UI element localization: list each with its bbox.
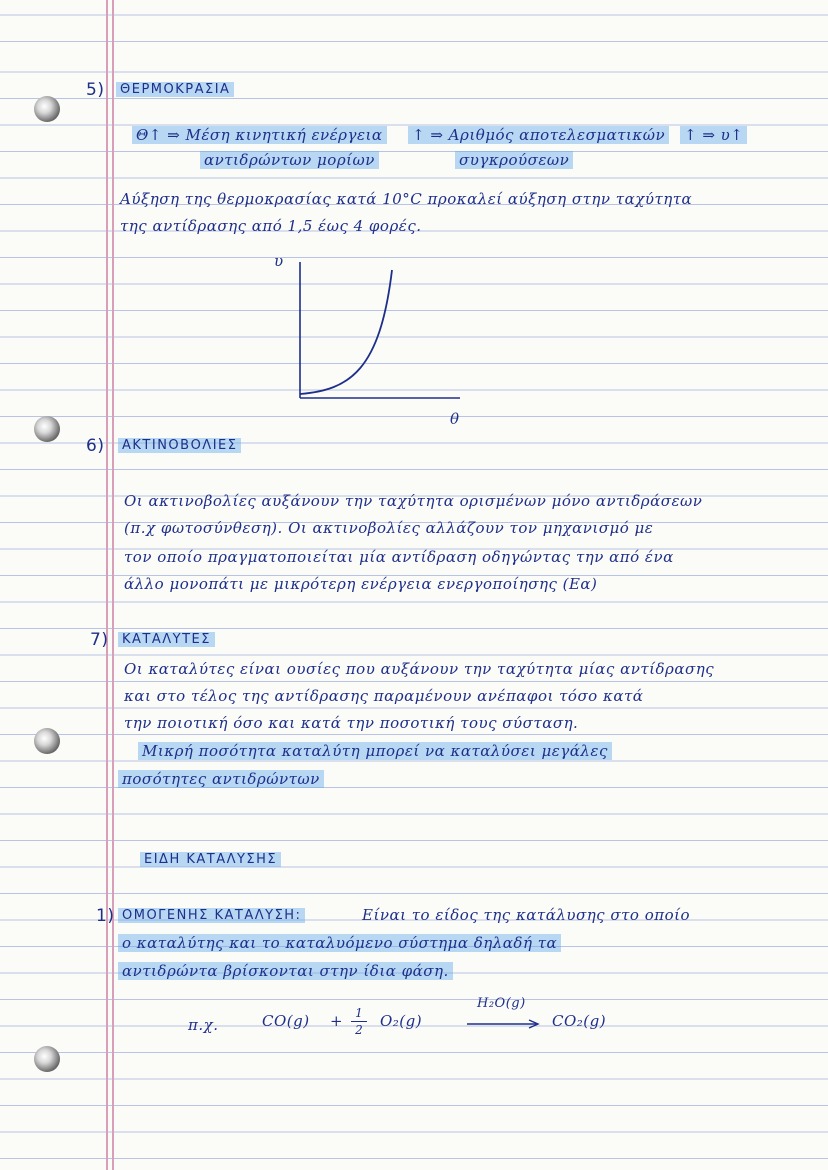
- margin-line-second: [112, 0, 114, 1170]
- temperature-effect-3: ↑ ⇒ Αριθμός αποτελεσματικών: [408, 126, 669, 144]
- catalysts-line-1: Οι καταλύτες είναι ουσίες που αυξάνουν την ταχύτητα μίας αντίδρασης: [124, 660, 715, 678]
- section-6-title: ΑΚΤΙΝΟΒΟΛΙΕΣ: [118, 438, 241, 453]
- temperature-effect-5: ↑ ⇒ υ↑: [680, 126, 747, 144]
- radiation-line-4: άλλο μονοπάτι με μικρότερη ενέργεια ενεργοποίησης (Εα): [124, 575, 598, 593]
- section-7-title: ΚΑΤΑΛΥΤΕΣ: [118, 632, 215, 647]
- punch-hole: [34, 728, 60, 754]
- fraction-denominator: 2: [355, 1023, 363, 1037]
- section-7-number: 7): [90, 630, 109, 650]
- reaction-arrow: [465, 1018, 545, 1030]
- homogeneous-line-2: ο καταλύτης και το καταλυόμενο σύστημα δηλαδή τα: [118, 934, 561, 952]
- graph-x-label: θ: [450, 410, 460, 428]
- catalyst-label: H₂O(g): [477, 996, 526, 1011]
- temperature-line-2: της αντίδρασης από 1,5 έως 4 φορές.: [120, 217, 422, 235]
- punch-hole: [34, 1046, 60, 1072]
- reactant-co: CO(g): [262, 1012, 310, 1030]
- radiation-line-2: (π.χ φωτοσύνθεση). Οι ακτινοβολίες αλλάζουν τον μηχανισμό με: [124, 519, 654, 537]
- radiation-line-1: Οι ακτινοβολίες αυξάνουν την ταχύτητα ορισμένων μόνο αντιδράσεων: [124, 492, 703, 510]
- homogeneous-line-1: Είναι το είδος της κατάλυσης στο οποίο: [362, 906, 691, 924]
- catalysts-line-4: Μικρή ποσότητα καταλύτη μπορεί να καταλύσει μεγάλες: [138, 742, 612, 760]
- radiation-line-3: τον οποίο πραγματοποιείται μία αντίδραση οδηγώντας την από ένα: [124, 548, 674, 566]
- catalysts-line-2: και στο τέλος της αντίδρασης παραμένουν ανέπαφοι τόσο κατά: [124, 687, 644, 705]
- graph-curve: [300, 270, 392, 394]
- temperature-effect-2: αντιδρώντων μορίων: [200, 151, 379, 169]
- catalysts-line-3: την ποιοτική όσο και κατά την ποσοτική τους σύσταση.: [124, 714, 579, 732]
- homogeneous-catalysis-title: ΟΜΟΓΕΝΗΣ ΚΑΤΑΛΥΣΗ:: [118, 908, 305, 923]
- punch-hole: [34, 96, 60, 122]
- homogeneous-line-3: αντιδρώντα βρίσκονται στην ίδια φάση.: [118, 962, 453, 980]
- example-label: π.χ.: [188, 1016, 219, 1034]
- fraction-numerator: 1: [355, 1006, 363, 1020]
- temperature-effect-1: Θ↑ ⇒ Μέση κινητική ενέργεια: [132, 126, 387, 144]
- reactant-o2: O₂(g): [380, 1012, 423, 1030]
- section-6-number: 6): [86, 436, 105, 456]
- section-5-title: ΘΕΡΜΟΚΡΑΣΙΑ: [116, 82, 234, 97]
- fraction-bar: [351, 1021, 367, 1022]
- types-of-catalysis-title: ΕΙΔΗ ΚΑΤΑΛΥΣΗΣ: [140, 852, 281, 867]
- temperature-line-1: Αύξηση της θερμοκρασίας κατά 10°C προκαλεί αύξηση στην ταχύτητα: [120, 190, 693, 208]
- temperature-effect-4: συγκρούσεων: [455, 151, 573, 169]
- graph-y-label: υ: [274, 252, 284, 270]
- fraction: [351, 1006, 367, 1037]
- product-co2: CO₂(g): [552, 1012, 607, 1030]
- rate-temperature-graph: [270, 250, 490, 430]
- section-5-number: 5): [86, 80, 105, 100]
- item-1-number: 1): [96, 906, 115, 926]
- margin-line: [106, 0, 108, 1170]
- punch-hole: [34, 416, 60, 442]
- catalysts-line-5: ποσότητες αντιδρώντων: [118, 770, 324, 788]
- plus-sign: +: [330, 1012, 344, 1030]
